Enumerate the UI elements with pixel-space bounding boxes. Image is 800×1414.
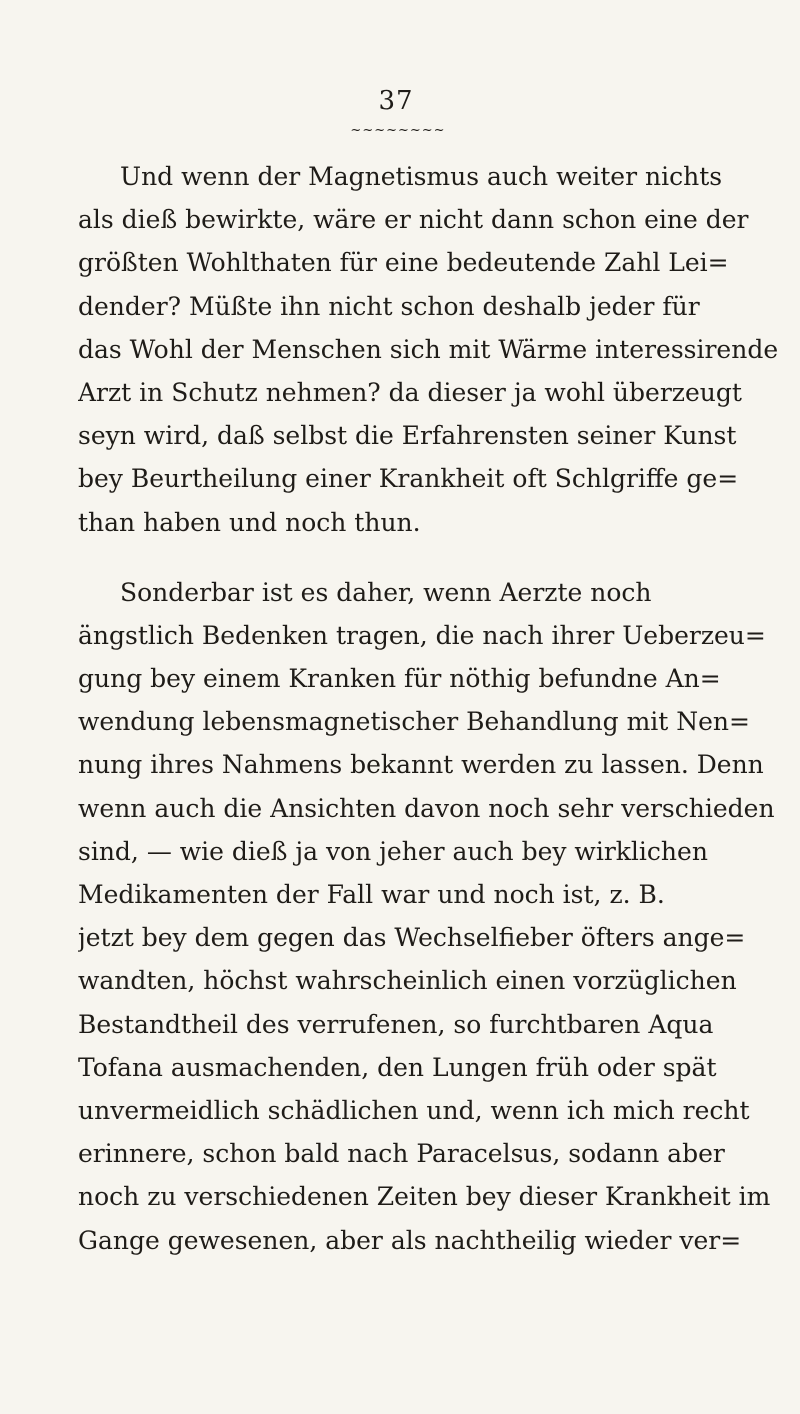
text-line: Bestandtheil des verrufenen, so furchtbaren Aqua <box>78 1009 714 1039</box>
text-line: than haben und noch thun. <box>78 507 421 537</box>
paragraph-1 <box>78 155 782 544</box>
text-line: das Wohl der Menschen sich mit Wärme interessirende <box>78 334 779 364</box>
text-line: Tofana ausmachenden, den Lungen früh oder spät <box>78 1052 717 1082</box>
text-line: als dieß bewirkte, wäre er nicht dann schon eine der <box>78 205 749 235</box>
page-number: 37 <box>378 86 414 116</box>
text-line: noch zu verschiedenen Zeiten bey dieser Krankheit im <box>78 1182 771 1212</box>
paragraph-gap <box>78 544 782 571</box>
text-line: erinnere, schon bald nach Paracelsus, sodann aber <box>78 1139 725 1169</box>
text-line: Arzt in Schutz nehmen? da dieser ja wohl überzeugt <box>78 377 742 407</box>
text-line: wendung lebensmagnetischer Behandlung mit Nen= <box>78 707 750 737</box>
text-line: gung bey einem Kranken für nöthig befundne An= <box>78 664 721 694</box>
text-line: wenn auch die Ansichten davon noch sehr verschieden <box>78 793 775 823</box>
text-line: jetzt bey dem gegen das Wechselfieber öfters ange= <box>78 923 746 953</box>
text-line: ängstlich Bedenken tragen, die nach ihrer Ueberzeu= <box>78 620 766 650</box>
paragraph-2 <box>78 571 782 1262</box>
text-line: seyn wird, daß selbst die Erfahrensten seiner Kunst <box>78 421 737 451</box>
body-text <box>78 155 782 1262</box>
text-line: größten Wohlthaten für eine bedeutende Zahl Lei= <box>78 248 729 278</box>
text-line: wandten, höchst wahrscheinlich einen vorzüglichen <box>78 966 737 996</box>
text-line: nung ihres Nahmens bekannt werden zu lassen. Denn <box>78 750 764 780</box>
text-line: Gange gewesenen, aber als nachtheilig wieder ver= <box>78 1225 742 1255</box>
text-line: unvermeidlich schädlichen und, wenn ich mich recht <box>78 1095 750 1125</box>
header-ornament: ~~~~~~~~ <box>350 123 446 138</box>
text-line: Und wenn der Magnetismus auch weiter nichts <box>120 162 723 191</box>
text-line: dender? Müßte ihn nicht schon deshalb jeder für <box>78 291 700 321</box>
text-line: sind, — wie dieß ja von jeher auch bey wirklichen <box>78 836 708 866</box>
text-line: bey Beurtheilung einer Krankheit oft Schlgriffe ge= <box>78 464 739 494</box>
text-line: Medikamenten der Fall war und noch ist, z. B. <box>78 880 665 909</box>
text-line: Sonderbar ist es daher, wenn Aerzte noch <box>120 577 652 607</box>
